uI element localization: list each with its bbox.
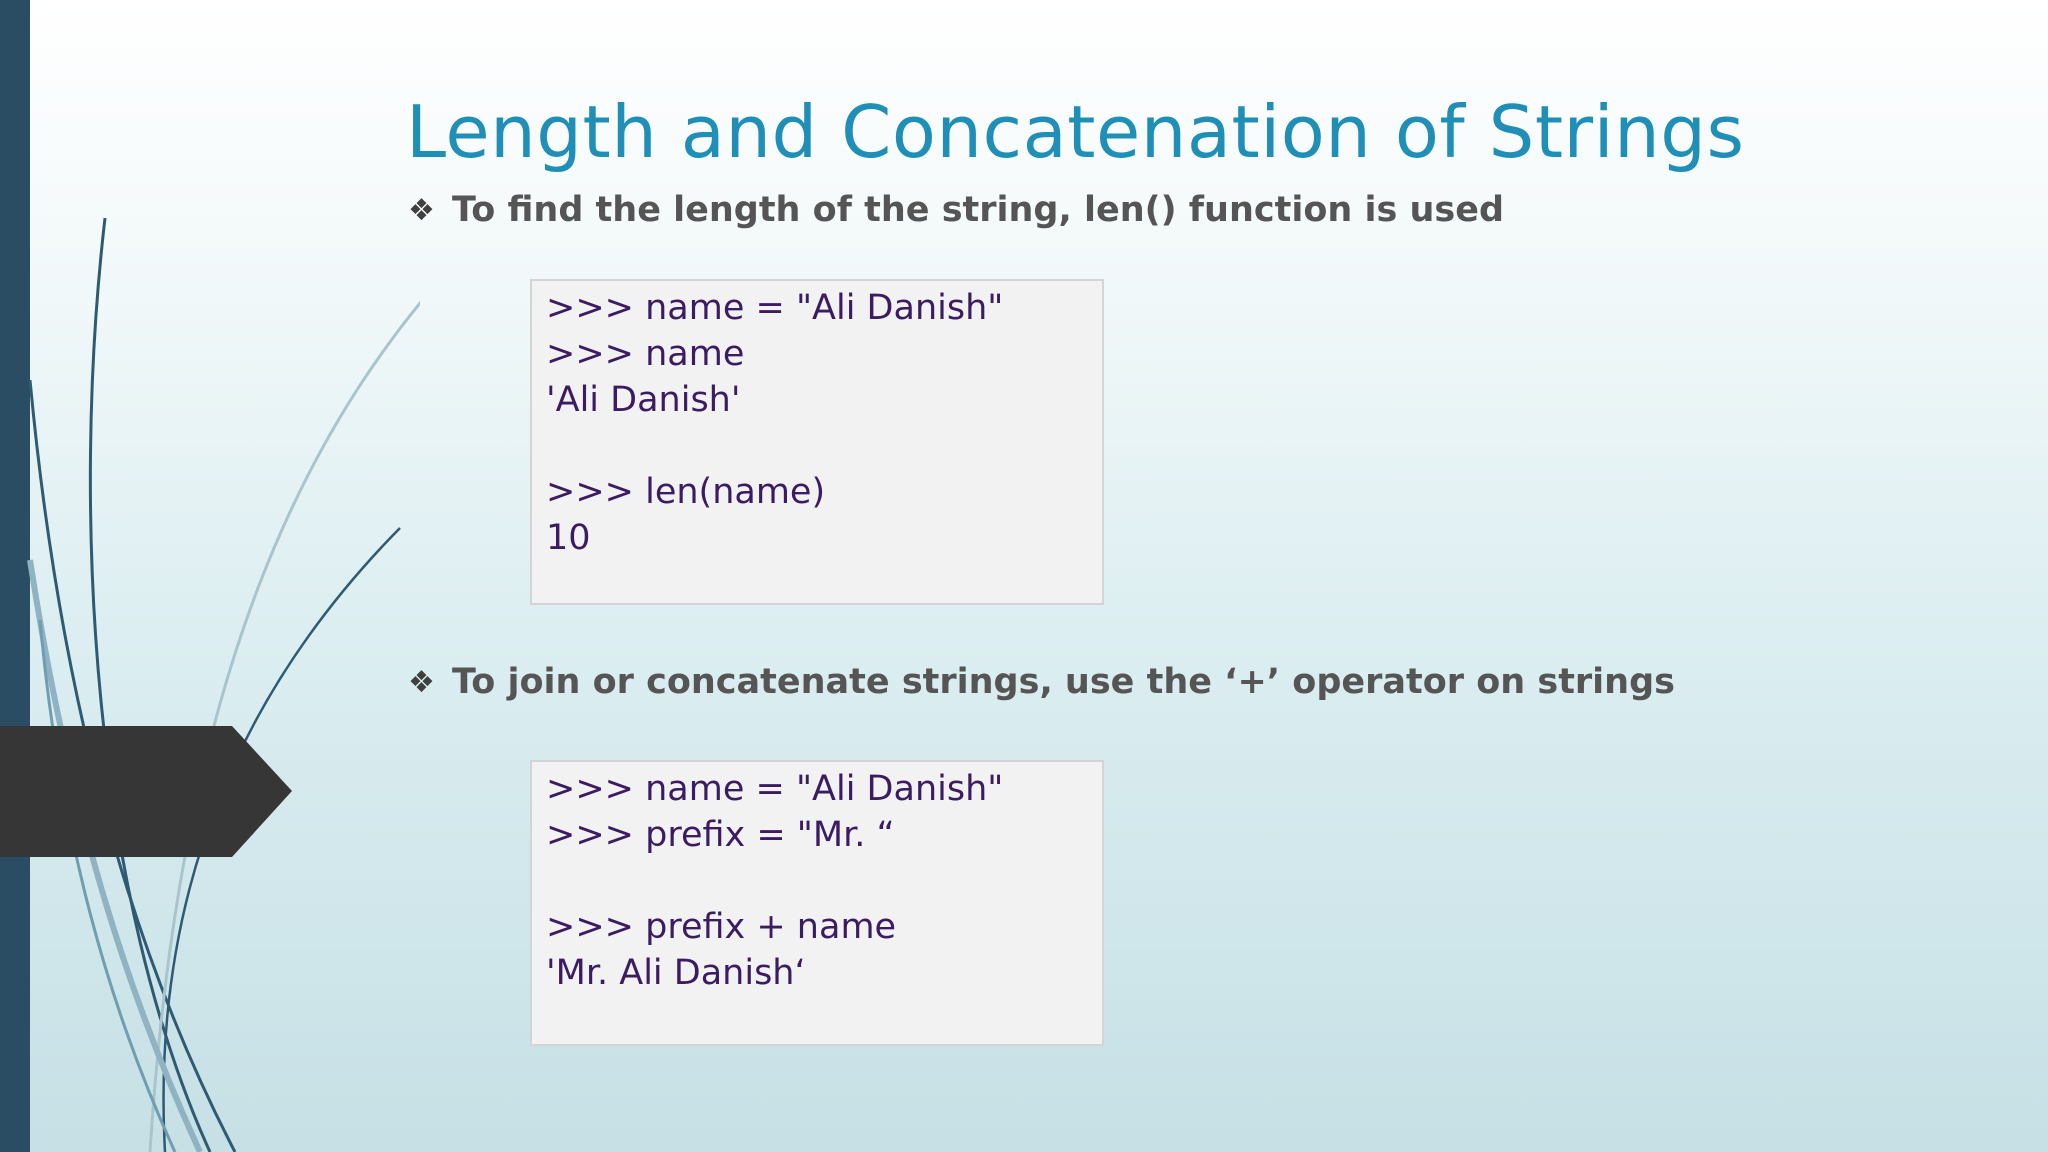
bullet-length: [408, 190, 1504, 230]
code-box-length: [530, 279, 1104, 605]
code-line: 10: [546, 518, 591, 558]
arrow-tab: [0, 726, 292, 857]
code-line: >>> prefix + name: [546, 907, 897, 947]
code-line: 'Mr. Ali Danish‘: [546, 953, 806, 993]
code-line: >>> prefix = "Mr. “: [546, 815, 895, 855]
bullet-text: To join or concatenate strings, use the ‘+’ operator on strings: [452, 662, 1675, 702]
curve-line: [90, 218, 210, 1152]
diamond-bullet-icon: ❖: [408, 664, 435, 700]
bullet-text: To find the length of the string, len() function is used: [452, 190, 1505, 230]
diamond-bullet-icon: ❖: [408, 192, 435, 228]
code-box-concatenate: [530, 760, 1104, 1046]
code-line: >>> name = "Ali Danish": [546, 288, 1004, 328]
code-line: >>> name: [546, 334, 745, 374]
bullet-concatenate: [408, 662, 1675, 702]
code-line: >>> name = "Ali Danish": [546, 769, 1004, 809]
code-line: [546, 858, 1088, 904]
decorative-curves: [0, 0, 420, 1152]
code-line: 'Ali Danish': [546, 380, 741, 420]
code-line: >>> len(name): [546, 472, 826, 512]
slide-title: Length and Concatenation of Strings: [406, 90, 1745, 174]
code-line: [546, 423, 1088, 469]
curve-line: [150, 236, 420, 1152]
